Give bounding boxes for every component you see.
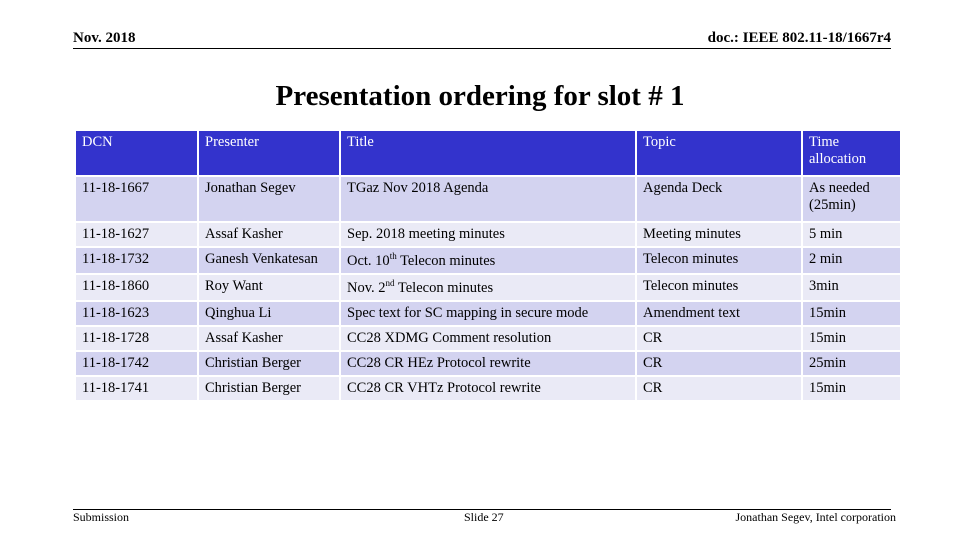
cell-title (341, 248, 635, 273)
col-header-topic: Topic (637, 131, 801, 175)
cell-title: CC28 XDMG Comment resolution (341, 327, 635, 350)
table-row (76, 275, 900, 300)
table-row (76, 352, 900, 375)
table-row (76, 302, 900, 325)
table-row (76, 177, 900, 221)
header-date: Nov. 2018 (73, 30, 136, 46)
cell-time: 5 min (803, 223, 900, 246)
cell-title: Sep. 2018 meeting minutes (341, 223, 635, 246)
cell-title-text: Oct. 10 (347, 252, 390, 269)
cell-time: 15min (803, 302, 900, 325)
cell-dcn: 11-18-1627 (76, 223, 197, 246)
cell-title: Spec text for SC mapping in secure mode (341, 302, 635, 325)
cell-title: TGaz Nov 2018 Agenda (341, 177, 635, 221)
table-row (76, 377, 900, 400)
header-doc-id: doc.: IEEE 802.11-18/1667r4 (707, 30, 891, 46)
cell-time: 25min (803, 352, 900, 375)
col-header-presenter: Presenter (199, 131, 339, 175)
col-header-time: Time allocation (803, 131, 900, 175)
cell-time: 3min (803, 275, 900, 300)
cell-title-ordinal: th (389, 251, 397, 261)
cell-title: CC28 CR HEz Protocol rewrite (341, 352, 635, 375)
cell-dcn: 11-18-1741 (76, 377, 197, 400)
cell-topic: Telecon minutes (637, 275, 801, 300)
cell-topic: Meeting minutes (637, 223, 801, 246)
header-rule (73, 48, 891, 49)
table-row (76, 223, 900, 246)
cell-topic: Agenda Deck (637, 177, 801, 221)
table-row (76, 327, 900, 350)
cell-topic: CR (637, 377, 801, 400)
cell-presenter: Jonathan Segev (199, 177, 339, 221)
cell-title: CC28 CR VHTz Protocol rewrite (341, 377, 635, 400)
cell-time: As needed (25min) (803, 177, 900, 221)
table-row (76, 248, 900, 273)
cell-topic: Amendment text (637, 302, 801, 325)
cell-presenter: Qinghua Li (199, 302, 339, 325)
cell-dcn: 11-18-1728 (76, 327, 197, 350)
cell-presenter: Roy Want (199, 275, 339, 300)
cell-time: 2 min (803, 248, 900, 273)
cell-topic: CR (637, 352, 801, 375)
cell-presenter: Assaf Kasher (199, 327, 339, 350)
cell-presenter: Assaf Kasher (199, 223, 339, 246)
table-header-row (76, 131, 900, 175)
cell-title (341, 275, 635, 300)
presentation-table (74, 129, 902, 402)
cell-topic: CR (637, 327, 801, 350)
footer-slide-number: Slide 27 (464, 510, 504, 524)
cell-dcn: 11-18-1742 (76, 352, 197, 375)
cell-title-text: Nov. 2 (347, 279, 386, 296)
cell-dcn: 11-18-1667 (76, 177, 197, 221)
cell-time: 15min (803, 327, 900, 350)
cell-dcn: 11-18-1623 (76, 302, 197, 325)
cell-title-text-rest: Telecon minutes (396, 252, 496, 269)
col-header-dcn: DCN (76, 131, 197, 175)
cell-title-ordinal: nd (385, 277, 395, 288)
footer-author: Jonathan Segev, Intel corporation (735, 510, 896, 524)
cell-topic: Telecon minutes (637, 248, 801, 273)
cell-time: 15min (803, 377, 900, 400)
cell-presenter: Christian Berger (199, 377, 339, 400)
cell-presenter: Ganesh Venkatesan (199, 248, 339, 273)
cell-dcn: 11-18-1732 (76, 248, 197, 273)
cell-dcn: 11-18-1860 (76, 275, 197, 300)
cell-title-text-rest: Telecon minutes (394, 279, 494, 296)
cell-presenter: Christian Berger (199, 352, 339, 375)
footer-submission: Submission (73, 510, 130, 524)
slide-title: Presentation ordering for slot # 1 (275, 80, 685, 112)
col-header-title: Title (341, 131, 635, 175)
